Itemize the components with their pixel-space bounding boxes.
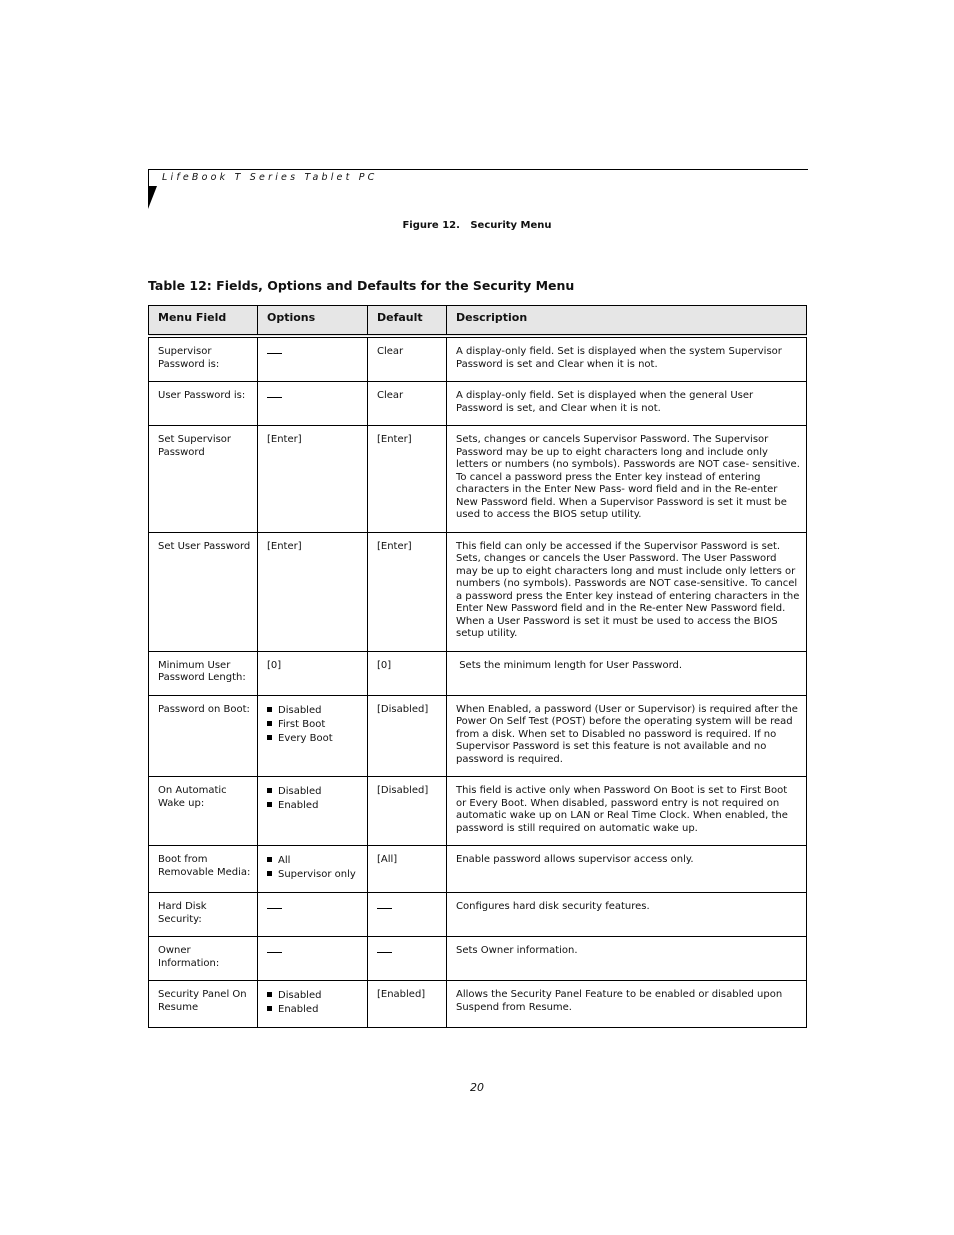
cell-description: Enable password allows supervisor access only. <box>447 846 807 893</box>
cell-description: Allows the Security Panel Feature to be enabled or disabled upon Suspend from Resume. <box>447 981 807 1028</box>
cell-menu-field: User Password is: <box>149 382 258 426</box>
table-row <box>149 777 807 846</box>
column-header-description: Description <box>447 306 807 337</box>
option-item: Every Boot <box>267 732 361 746</box>
cell-default <box>368 937 447 981</box>
table-row <box>149 651 807 695</box>
cell-menu-field: Supervisor Password is: <box>149 336 258 382</box>
em-dash-mark <box>267 397 282 398</box>
security-menu-table <box>148 305 807 1028</box>
running-head: LifeBook T Series Tablet PC <box>162 172 378 183</box>
cell-description: Configures hard disk security features. <box>447 893 807 937</box>
table-row <box>149 846 807 893</box>
option-item: All <box>267 854 361 868</box>
table-row <box>149 382 807 426</box>
column-header-options: Options <box>258 306 368 337</box>
option-item: Disabled <box>267 785 361 799</box>
table-header-row <box>149 306 807 337</box>
table-body <box>149 336 807 1028</box>
cell-menu-field: Set Supervisor Password <box>149 426 258 533</box>
cell-options <box>258 937 368 981</box>
em-dash-mark <box>267 952 282 953</box>
table-row <box>149 426 807 533</box>
cell-default: [Enabled] <box>368 981 447 1028</box>
cell-menu-field: Set User Password <box>149 532 258 651</box>
cell-default: Clear <box>368 336 447 382</box>
option-item: Supervisor only <box>267 868 361 882</box>
cell-options: [Enter] <box>258 532 368 651</box>
cell-description: This field is active only when Password On Boot is set to First Boot or Every Boot. When disabled, password entry is not required on automatic wake up on LAN or Real Time Clock. When enabled, the password is still required on automatic wake up. <box>447 777 807 846</box>
cell-options: [0] <box>258 651 368 695</box>
cell-default: [Disabled] <box>368 777 447 846</box>
cell-default: [Enter] <box>368 426 447 533</box>
table-row <box>149 695 807 777</box>
figure-caption: Figure 12. Security Menu <box>402 220 552 231</box>
header-wedge-mark <box>148 186 157 209</box>
options-list <box>267 704 361 746</box>
option-item: Enabled <box>267 1003 361 1017</box>
cell-default: [0] <box>368 651 447 695</box>
cell-menu-field: Security Panel On Resume <box>149 981 258 1028</box>
cell-default: [Disabled] <box>368 695 447 777</box>
column-header-default: Default <box>368 306 447 337</box>
security-table-container <box>148 305 806 1028</box>
cell-menu-field: Password on Boot: <box>149 695 258 777</box>
table-row <box>149 532 807 651</box>
table-row <box>149 981 807 1028</box>
em-dash-mark <box>267 353 282 354</box>
cell-description: Sets Owner information. <box>447 937 807 981</box>
cell-menu-field: Hard Disk Security: <box>149 893 258 937</box>
cell-description: A display-only field. Set is displayed when the general User Password is set, and Clear when it is not. <box>447 382 807 426</box>
cell-options <box>258 893 368 937</box>
option-item: First Boot <box>267 718 361 732</box>
cell-description: This field can only be accessed if the Supervisor Password is set. Sets, changes or cancels the User Password. The User Password may be up to eight characters long and must include only letters or numbers (no symbols). Passwords are NOT case-sensitive. To cancel a password press the Enter key instead of entering characters in the Enter New Password field and in the Re-enter New Password field. When a User Password is set it must be used to access the BIOS setup utility. <box>447 532 807 651</box>
table-row <box>149 336 807 382</box>
cell-options <box>258 777 368 846</box>
table-row <box>149 893 807 937</box>
em-dash-mark <box>377 952 392 953</box>
cell-menu-field: Owner Information: <box>149 937 258 981</box>
em-dash-mark <box>267 908 282 909</box>
header-rule <box>148 169 808 170</box>
cell-description: Sets the minimum length for User Password. <box>447 651 807 695</box>
cell-options <box>258 695 368 777</box>
cell-description: Sets, changes or cancels Supervisor Password. The Supervisor Password may be up to eight characters long and include only letters or numbers (no symbols). Passwords are NOT case- sensitive. To cancel a password press the Enter key instead of entering characters in the Enter New Pass- word field and in the Re-enter New Password field. When a Supervisor Password is set it must be used to access the BIOS setup utility. <box>447 426 807 533</box>
cell-description: When Enabled, a password (User or Supervisor) is required after the Power On Self Test (POST) before the operating system will be read from a disk. When set to Disabled no password is required. If no Supervisor Password is set this feature is not available and no password is required. <box>447 695 807 777</box>
header-vertical-rule <box>148 169 149 187</box>
cell-options <box>258 382 368 426</box>
table-title: Table 12: Fields, Options and Defaults for the Security Menu <box>148 278 575 293</box>
column-header-menu-field: Menu Field <box>149 306 258 337</box>
option-item: Disabled <box>267 989 361 1003</box>
table-row <box>149 937 807 981</box>
cell-default <box>368 893 447 937</box>
options-list <box>267 989 361 1017</box>
cell-options: [Enter] <box>258 426 368 533</box>
cell-default: Clear <box>368 382 447 426</box>
options-list <box>267 785 361 813</box>
cell-menu-field: On Automatic Wake up: <box>149 777 258 846</box>
em-dash-mark <box>377 908 392 909</box>
page-number: 20 <box>470 1081 484 1094</box>
cell-options <box>258 846 368 893</box>
options-list <box>267 854 361 882</box>
cell-default: [Enter] <box>368 532 447 651</box>
option-item: Enabled <box>267 799 361 813</box>
option-item: Disabled <box>267 704 361 718</box>
cell-menu-field: Minimum User Password Length: <box>149 651 258 695</box>
cell-options <box>258 981 368 1028</box>
cell-options <box>258 336 368 382</box>
cell-default: [All] <box>368 846 447 893</box>
cell-menu-field: Boot from Removable Media: <box>149 846 258 893</box>
cell-description: A display-only field. Set is displayed when the system Supervisor Password is set and Clear when it is not. <box>447 336 807 382</box>
